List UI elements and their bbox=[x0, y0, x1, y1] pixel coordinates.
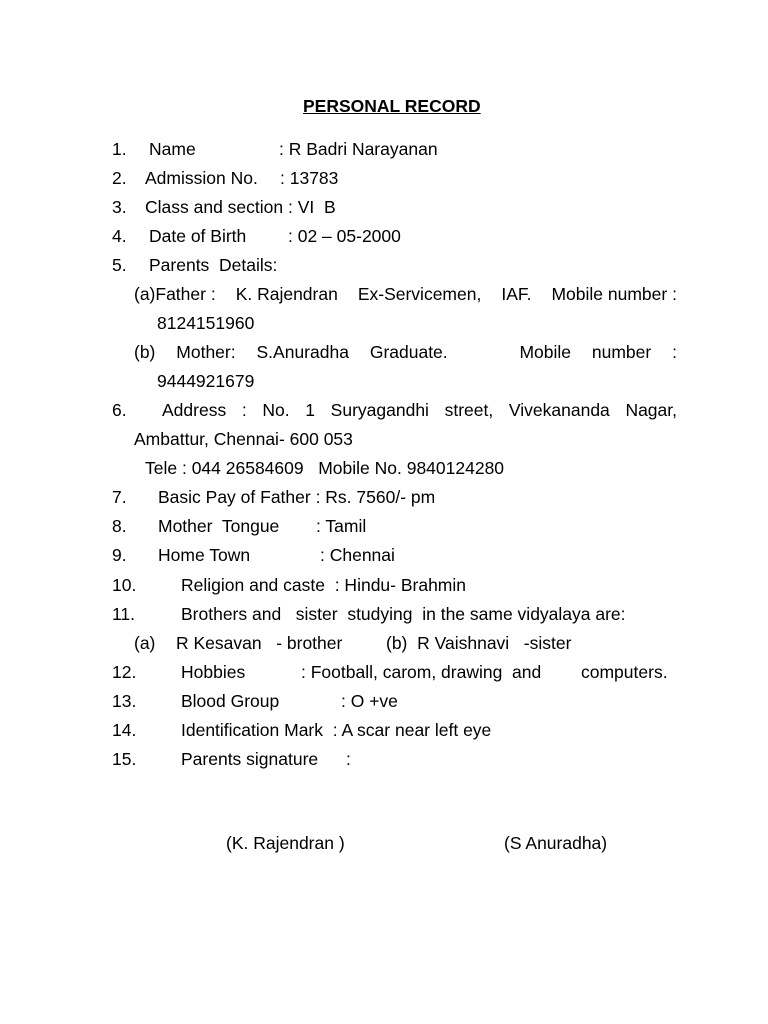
mother-word bbox=[469, 341, 499, 363]
father-word: (a)Father : bbox=[134, 284, 216, 304]
document-title: PERSONAL RECORD bbox=[303, 96, 481, 116]
mother-word: (b) bbox=[134, 342, 156, 362]
religion-line: Religion and caste : Hindu- Brahmin bbox=[181, 575, 467, 595]
dob-label: Date of Birth bbox=[149, 226, 247, 246]
blood-group-label: Blood Group bbox=[181, 691, 280, 711]
father-mobile: 8124151960 bbox=[157, 313, 255, 333]
item-number: 6. bbox=[112, 400, 127, 420]
blood-group-value: : O +ve bbox=[341, 691, 398, 711]
basic-pay-line: Basic Pay of Father : Rs. 7560/- pm bbox=[158, 487, 436, 507]
mother-mobile: 9444921679 bbox=[157, 371, 255, 391]
item-number: 10. bbox=[112, 575, 137, 595]
identification-mark-line: Identification Mark : A scar near left eye bbox=[181, 720, 492, 740]
item-number: 9. bbox=[112, 545, 127, 565]
name-value: : R Badri Narayanan bbox=[279, 139, 438, 159]
item-number: 1. bbox=[112, 139, 127, 159]
item-number: 11. bbox=[112, 604, 136, 624]
father-word: K. Rajendran bbox=[235, 284, 338, 304]
parents-details-label: Parents Details: bbox=[149, 255, 278, 275]
parents-signature-label: Parents signature bbox=[181, 749, 319, 769]
item-number: 3. bbox=[112, 197, 127, 217]
address-word: Nagar, bbox=[625, 400, 677, 420]
item-number: 2. bbox=[112, 168, 127, 188]
father-line bbox=[134, 283, 677, 305]
siblings-intro: Brothers and sister studying in the same vidyalaya are: bbox=[181, 604, 626, 624]
name-label: Name bbox=[149, 139, 196, 159]
mother-tongue-label: Mother Tongue bbox=[158, 516, 280, 536]
home-town-label: Home Town bbox=[158, 545, 251, 565]
item-number: 8. bbox=[112, 516, 127, 536]
telephone-line: Tele : 044 26584609 Mobile No. 9840124280 bbox=[145, 458, 505, 478]
item-number: 12. bbox=[112, 662, 137, 682]
parents-signature-colon: : bbox=[346, 749, 351, 769]
address-word: Address bbox=[162, 400, 227, 420]
sibling-a-label: (a) bbox=[134, 633, 156, 653]
mother-word: Graduate. bbox=[369, 342, 448, 362]
admission-label: Admission No. bbox=[145, 168, 258, 188]
hobbies-value: : Football, carom, drawing and bbox=[301, 662, 542, 682]
mother-word: Mobile bbox=[519, 342, 571, 362]
item-number: 15. bbox=[112, 749, 137, 769]
mother-word: number bbox=[591, 342, 652, 362]
item-number: 14. bbox=[112, 720, 137, 740]
item-number: 4. bbox=[112, 226, 127, 246]
father-signature-name: (K. Rajendran ) bbox=[226, 833, 345, 853]
mother-tongue-value: : Tamil bbox=[316, 516, 367, 536]
sibling-a: R Kesavan - brother bbox=[176, 633, 343, 653]
mother-signature-name: (S Anuradha) bbox=[504, 833, 608, 853]
hobbies-value-end: computers. bbox=[581, 662, 668, 682]
father-word: Mobile number : bbox=[551, 284, 677, 304]
address-line-2: Ambattur, Chennai- 600 053 bbox=[134, 429, 353, 449]
sibling-b: (b) R Vaishnavi -sister bbox=[386, 633, 572, 653]
address-line-1 bbox=[162, 399, 677, 421]
item-number: 5. bbox=[112, 255, 127, 275]
mother-word: S.Anuradha bbox=[256, 342, 349, 362]
item-number: 13. bbox=[112, 691, 137, 711]
father-word: Ex-Servicemen, bbox=[357, 284, 482, 304]
mother-word: Mother: bbox=[176, 342, 236, 362]
address-word: Suryagandhi bbox=[330, 400, 429, 420]
address-word: 1 bbox=[305, 400, 316, 420]
address-word: : bbox=[241, 400, 247, 420]
address-word: No. bbox=[262, 400, 290, 420]
admission-value: : 13783 bbox=[280, 168, 339, 188]
home-town-value: : Chennai bbox=[320, 545, 395, 565]
item-number: 7. bbox=[112, 487, 127, 507]
address-word: street, bbox=[444, 400, 494, 420]
address-word: Vivekananda bbox=[508, 400, 610, 420]
dob-value: : 02 – 05-2000 bbox=[288, 226, 401, 246]
mother-word: : bbox=[672, 342, 677, 362]
hobbies-label: Hobbies bbox=[181, 662, 246, 682]
mother-line bbox=[134, 341, 677, 363]
father-word: IAF. bbox=[501, 284, 532, 304]
class-section-line: Class and section : VI B bbox=[145, 197, 336, 217]
